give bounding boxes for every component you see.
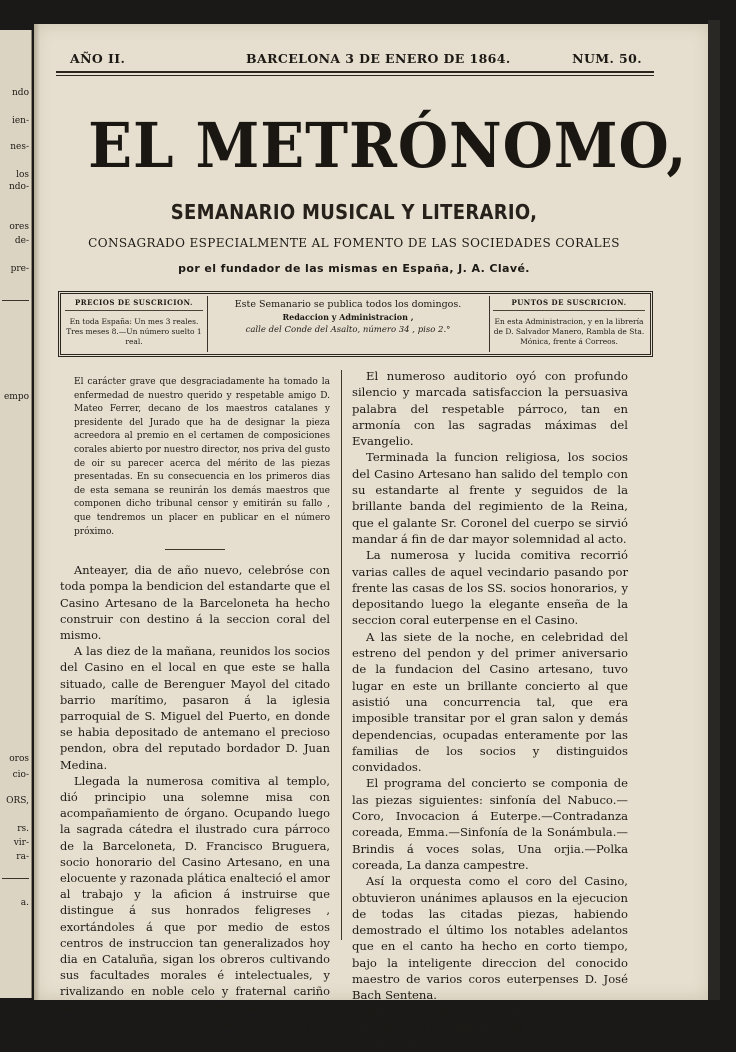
article-paragraph: Terminada la funcion religiosa, los socios del Casino Artesano han salido del templo con su estandarte al frente y seguidos de la brillante banda del regimiento de la Reina, que el galante Sr. Coronel del cuerpo se sirvió mandar á fin de dar mayor solemnidad al acto. xyxy=(352,450,628,546)
section-rule xyxy=(165,549,225,550)
fragment: vir- xyxy=(13,838,29,848)
right-column xyxy=(352,368,628,1052)
fragment: ien- xyxy=(11,116,29,126)
fragment: ra- xyxy=(16,852,29,862)
publication-note: Este Semanario se publica todos los domingos. xyxy=(234,299,462,310)
column-divider xyxy=(341,370,342,940)
masthead-subtitle: SEMANARIO MUSICAL Y LITERARIO, xyxy=(170,200,538,225)
fragment: nes- xyxy=(10,142,29,152)
rule xyxy=(2,878,29,879)
left-column xyxy=(60,376,330,1048)
article-paragraph: Varias de las espresadas piezas fueron dirgidas personalmente por el Sr. Clavé, tomando parte en la xyxy=(352,1004,628,1052)
fragment: rs. xyxy=(17,824,29,834)
points-column xyxy=(493,298,645,347)
fragment: ndo xyxy=(12,88,29,98)
masthead-title: EL METRÓNOMO, xyxy=(88,109,688,182)
fragment: oros xyxy=(9,754,29,764)
admin-address: calle del Conde del Asalto, número 34 , piso 2.° xyxy=(245,325,451,335)
article-paragraph: Llegada la numerosa comitiva al templo, dió principio una solemne misa con acompañamiento de órgano. Ocupando luego la sagrada cátedra el ilustrado cura párroco de la Barceloneta, D. Francisco Bruguera, socio honorario del Casino Artesano, en una elocuente y razonada plática enalteció el amor al trabajo y la aficion á instruirse que distingue á sus honrados feligreses , exortándoles á que por medio de estos centros de instruccion tan generalizados hoy dia en Cataluña, sigan los obreros cultivando sus facultades morales é intelectuales, y rivalizando en noble celo y fraternal cariño para apartar á la inesperta juventud de la fatal senda del vicio á que encaminan el ocio y la ignorancia. xyxy=(60,773,330,1048)
admin-label: Redaccion y Administracion , xyxy=(282,312,414,322)
article-paragraph: A las siete de la noche, en celebridad del estreno del pendon y del primer aniversario de la fundacion del Casino artesano, tuvo lugar en este un brillante concierto al que asistió una concurrencia tal, que era imposible transitar por el gran salon y demás dependencias, ocupadas enteramente por las familias de los socios y distinguidos convidados. xyxy=(352,629,628,775)
article-paragraph: La numerosa y lucida comitiva recorrió varias calles de aquel vecindario pasando por frente las casas de los SS. socios honorarios, y depositando luego la elegante enseña de la seccion coral euterpense en el Casino. xyxy=(352,548,628,628)
article-paragraph: Así la orquesta como el coro del Casino, obtuvieron unánimes aplausos en la ejecucion de todas las citadas piezas, habiendo demostrado el último los notables adelantos que en el canto ha hecho en corto tiempo, bajo la inteligente direccion del conocido maestro de varios coros euterpenses D. José Bach Sentena. xyxy=(352,874,628,1003)
article-paragraph: Anteayer, dia de año nuevo, celebróse con toda pompa la bendicion del estandarte que el Casino Artesano de la Barceloneta ha hecho construir con destino á la seccion coral del mismo. xyxy=(60,563,330,642)
points-text: En esta Administracion, y en la librería de D. Salvador Manero, Rambla de Sta. Mónica, frente á Correos. xyxy=(493,317,645,346)
article-paragraph: El programa del concierto se componia de las piezas siguientes: sinfonía del Nabuco.—Coro, Invocacion á Euterpe.—Contradanza coreada, Emma.—Sinfonía de la Sonámbula.—Brindis á voces solas, Una orjia.—Polka coreada, La danza campestre. xyxy=(352,776,628,872)
masthead-founder: por el fundador de las mismas en España, J. A. Clavé. xyxy=(178,262,530,275)
editorial-notice: El carácter grave que desgraciadamente ha tomado la enfermedad de nuestro querido y respetable amigo D. Mateo Ferrer, decano de los maestros catalanes y presidente del Jurado que ha de designar la pieza acreedora al premio en el certamen de composiciones corales abierto por nuestro director, nos priva del gusto de oir su parecer acerca del mérito de las piezas presentadas. En su consecuencia en los primeros dias de esta semana se reunirán los demás maestros que componen dicho tribunal censor y emitirán su fallo , que tendremos un placer en publicar en el número próximo. xyxy=(74,377,330,537)
article-paragraph: El numeroso auditorio oyó con profundo silencio y marcada satisfaccion la persuasiva palabra del respetable párroco, tan en armonía con las sagradas máximas del Evangelio. xyxy=(352,369,628,449)
scan-edge xyxy=(708,20,720,1000)
prices-heading: PRECIOS DE SUSCRICION. xyxy=(65,298,203,311)
fragment: los xyxy=(16,170,29,180)
prices-text: En toda España: Un mes 3 reales. Tres meses 8.—Un número suelto 1 real. xyxy=(66,317,202,346)
fragment: pre- xyxy=(10,264,29,274)
fragment: ndo- xyxy=(8,182,29,192)
fragment: de- xyxy=(14,236,29,246)
issue-year: AÑO II. xyxy=(70,51,126,66)
publication-column xyxy=(211,298,485,337)
prices-column xyxy=(65,298,203,347)
issue-number: NUM. 50. xyxy=(572,51,642,66)
newspaper-page xyxy=(34,24,710,1052)
issue-date: BARCELONA 3 DE ENERO DE 1864. xyxy=(246,51,511,66)
fragment: a. xyxy=(20,898,29,908)
points-heading: PUNTOS DE SUSCRICION. xyxy=(493,298,645,311)
box-divider xyxy=(207,296,208,352)
issue-line xyxy=(70,51,642,67)
masthead-dedication: CONSAGRADO ESPECIALMENTE AL FOMENTO DE LAS SOCIEDADES CORALES xyxy=(88,236,620,250)
article-paragraph: A las diez de la mañana, reunidos los socios del Casino en el local en que este se halla situado, calle de Berenguer Mayol del citado barrio marítimo, pasaron á la iglesia parroquial de S. Miguel del Puerto, en donde se habia depositado de antemano el precioso pendon, obra del reputado bordador D. Juan Medina. xyxy=(60,644,330,772)
fragment: empo xyxy=(3,392,29,402)
fragment: ORS, xyxy=(6,796,29,806)
rule xyxy=(2,300,29,301)
subscription-box xyxy=(58,291,653,357)
header-rule xyxy=(56,75,654,76)
box-divider xyxy=(489,296,490,352)
fragment: ores xyxy=(9,222,29,232)
facing-page-edge xyxy=(0,30,32,998)
header-rule xyxy=(56,71,654,73)
fragment: cio- xyxy=(12,770,29,780)
